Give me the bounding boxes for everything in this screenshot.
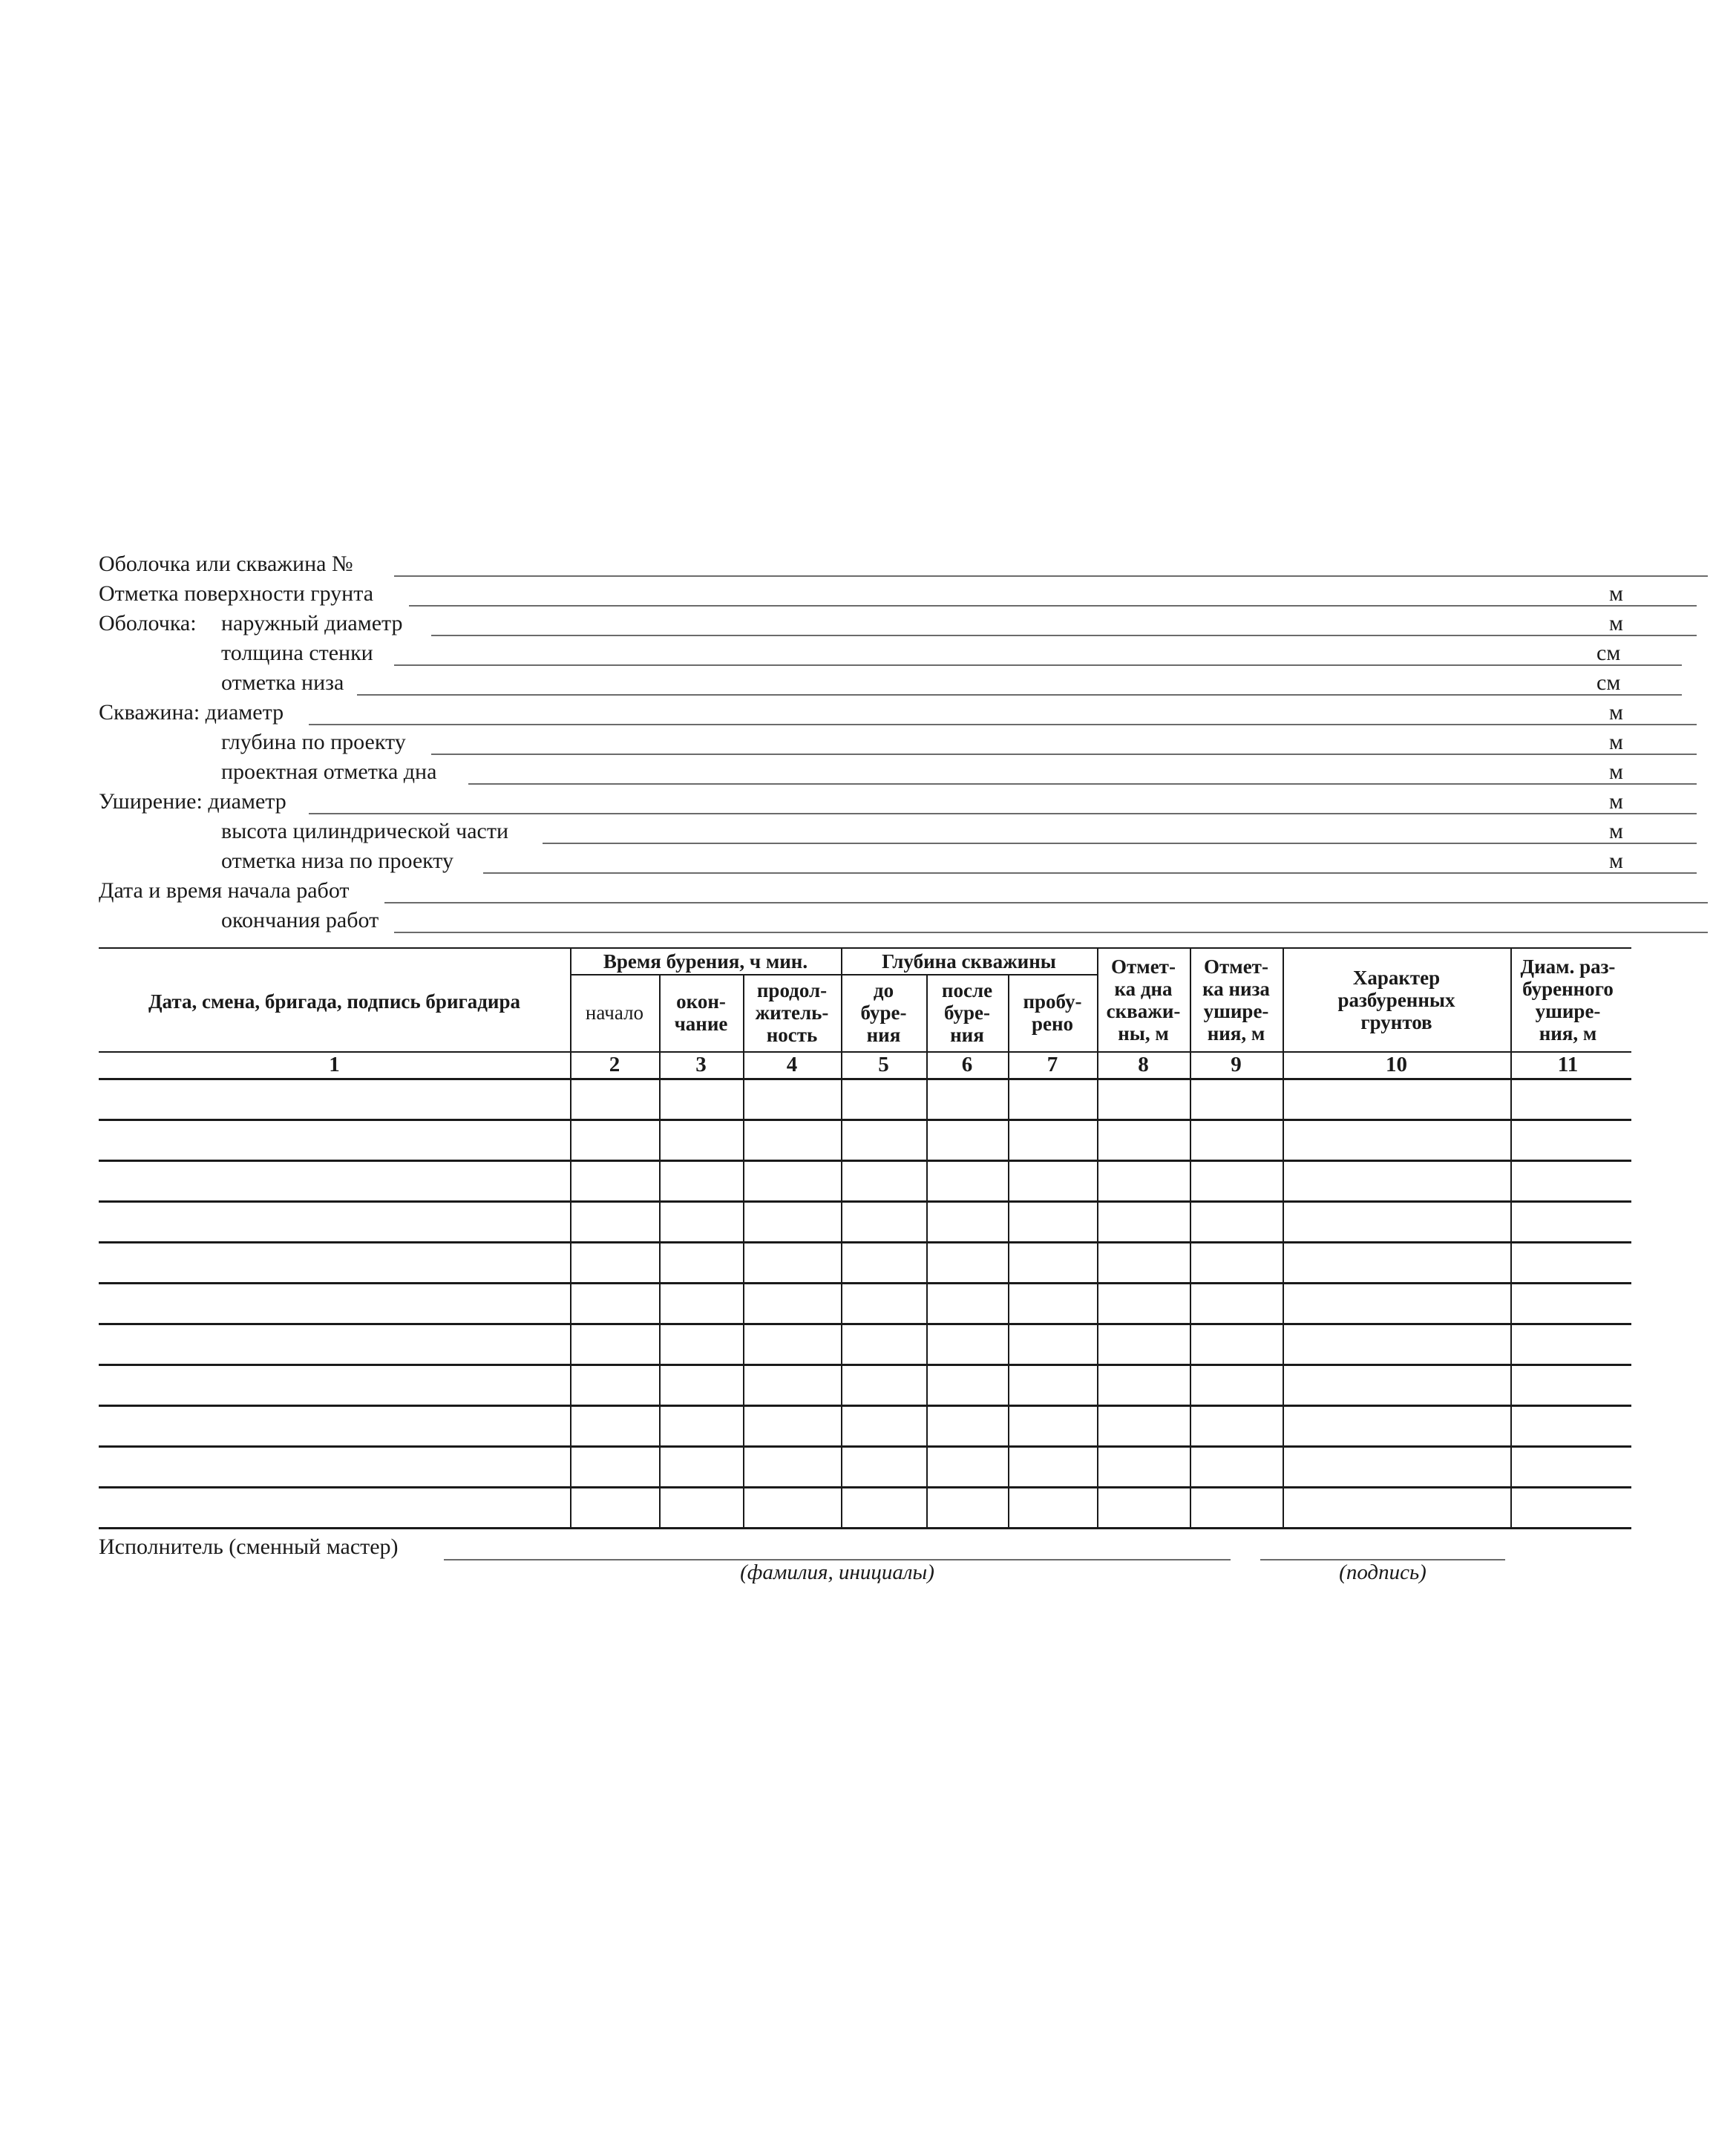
unit-label: см bbox=[1596, 670, 1621, 695]
field-label: глубина по проекту bbox=[221, 730, 406, 754]
field-label: проектная отметка дна bbox=[221, 759, 437, 784]
table-row-border bbox=[99, 1282, 1631, 1284]
field-label: окончания работ bbox=[221, 908, 379, 932]
field-widening-design-bottom bbox=[99, 848, 1631, 877]
header-widening-mark: Отмет- ка низа ушире- ния, м bbox=[1202, 955, 1270, 1045]
table-row-border bbox=[99, 1486, 1631, 1488]
field-widening-cylinder-height bbox=[99, 818, 1631, 848]
unit-label: м bbox=[1609, 581, 1623, 606]
table-row-border bbox=[99, 1160, 1631, 1162]
signature-hint: (подпись) bbox=[1339, 1560, 1427, 1584]
unit-label: м bbox=[1609, 730, 1623, 754]
well-diameter-input[interactable] bbox=[309, 724, 1697, 725]
column-number: 5 bbox=[878, 1053, 889, 1076]
widening-diameter-input[interactable] bbox=[309, 813, 1697, 814]
header-before: до буре- ния bbox=[860, 979, 907, 1046]
widening-design-bottom-input[interactable] bbox=[483, 872, 1697, 874]
unit-label: см bbox=[1596, 641, 1621, 665]
header-end: окон- чание bbox=[674, 990, 728, 1035]
field-label: отметка низа bbox=[221, 670, 344, 695]
unit-label: м bbox=[1609, 849, 1623, 873]
header-soil-character: Характер разбуренных грунтов bbox=[1337, 967, 1455, 1033]
table-row-border bbox=[99, 1200, 1631, 1203]
field-well-diameter bbox=[99, 699, 1631, 729]
column-number: 8 bbox=[1138, 1053, 1149, 1076]
field-label: наружный диаметр bbox=[221, 611, 403, 635]
header-after: после буре- ния bbox=[941, 979, 993, 1046]
field-label: отметка низа по проекту bbox=[221, 849, 454, 873]
header-drill-time-group: Время бурения, ч мин. bbox=[603, 950, 808, 973]
unit-label: м bbox=[1609, 819, 1623, 843]
shell-number-input[interactable] bbox=[394, 575, 1708, 577]
field-label: Отметка поверхности грунта bbox=[99, 581, 374, 606]
ground-level-input[interactable] bbox=[409, 605, 1697, 607]
header-widening-diameter: Диам. раз- буренного ушире- ния, м bbox=[1520, 955, 1616, 1045]
table-row-border bbox=[99, 1241, 1631, 1243]
field-widening-diameter bbox=[99, 788, 1631, 818]
field-label: Скважина: диаметр bbox=[99, 700, 284, 725]
header-duration: продол- житель- ность bbox=[755, 979, 829, 1046]
header-start: начало bbox=[585, 1001, 644, 1024]
field-label: толщина стенки bbox=[221, 641, 373, 665]
field-label: Дата и время начала работ bbox=[99, 878, 350, 903]
field-shell-bottom-mark bbox=[99, 670, 1631, 699]
field-end-datetime bbox=[99, 907, 1631, 937]
column-number: 2 bbox=[609, 1053, 620, 1076]
column-number: 3 bbox=[695, 1053, 707, 1076]
column-number: 1 bbox=[329, 1053, 340, 1076]
shell-outer-diameter-input[interactable] bbox=[431, 635, 1697, 636]
name-hint: (фамилия, инициалы) bbox=[740, 1560, 934, 1584]
numbers-row-bottom-border bbox=[99, 1078, 1631, 1080]
column-number: 4 bbox=[786, 1053, 798, 1076]
widening-cylinder-height-input[interactable] bbox=[543, 843, 1697, 844]
header-depth-group: Глубина скважины bbox=[882, 950, 1056, 973]
start-datetime-input[interactable] bbox=[384, 902, 1708, 903]
table-row-border bbox=[99, 1323, 1631, 1325]
column-number: 11 bbox=[1557, 1053, 1579, 1076]
field-ground-level bbox=[99, 581, 1631, 610]
column-number: 6 bbox=[961, 1053, 973, 1076]
field-label: высота цилиндрической части bbox=[221, 819, 508, 843]
field-shell-outer-diameter bbox=[99, 610, 1631, 640]
field-label: Уширение: диаметр bbox=[99, 789, 286, 814]
field-shell-number bbox=[99, 551, 1631, 581]
field-label: Оболочка или скважина № bbox=[99, 552, 353, 576]
shell-bottom-mark-input[interactable] bbox=[357, 694, 1682, 696]
unit-label: м bbox=[1609, 789, 1623, 814]
column-number: 9 bbox=[1231, 1053, 1242, 1076]
table-row-border bbox=[99, 1527, 1631, 1529]
executor-label: Исполнитель (сменный мастер) bbox=[99, 1535, 399, 1559]
field-start-datetime bbox=[99, 877, 1631, 907]
header-date-shift: Дата, смена, бригада, подпись бригадира bbox=[148, 990, 520, 1013]
field-well-design-bottom bbox=[99, 759, 1631, 788]
header-drilled: пробу- рено bbox=[1023, 990, 1082, 1035]
column-number: 10 bbox=[1386, 1053, 1407, 1076]
well-design-depth-input[interactable] bbox=[431, 754, 1697, 755]
shell-wall-thickness-input[interactable] bbox=[394, 664, 1682, 666]
section-label-shell: Оболочка: bbox=[99, 611, 197, 635]
field-shell-wall-thickness bbox=[99, 640, 1631, 670]
end-datetime-input[interactable] bbox=[394, 932, 1708, 933]
unit-label: м bbox=[1609, 611, 1623, 635]
field-well-design-depth bbox=[99, 729, 1631, 759]
unit-label: м bbox=[1609, 759, 1623, 784]
table-row-border bbox=[99, 1364, 1631, 1366]
header-bottom-mark: Отмет- ка дна скважи- ны, м bbox=[1106, 955, 1181, 1045]
column-number: 7 bbox=[1046, 1053, 1058, 1076]
table-row-border bbox=[99, 1405, 1631, 1407]
table-row-border bbox=[99, 1119, 1631, 1121]
well-design-bottom-input[interactable] bbox=[468, 783, 1697, 785]
unit-label: м bbox=[1609, 700, 1623, 725]
table-row-border bbox=[99, 1445, 1631, 1448]
